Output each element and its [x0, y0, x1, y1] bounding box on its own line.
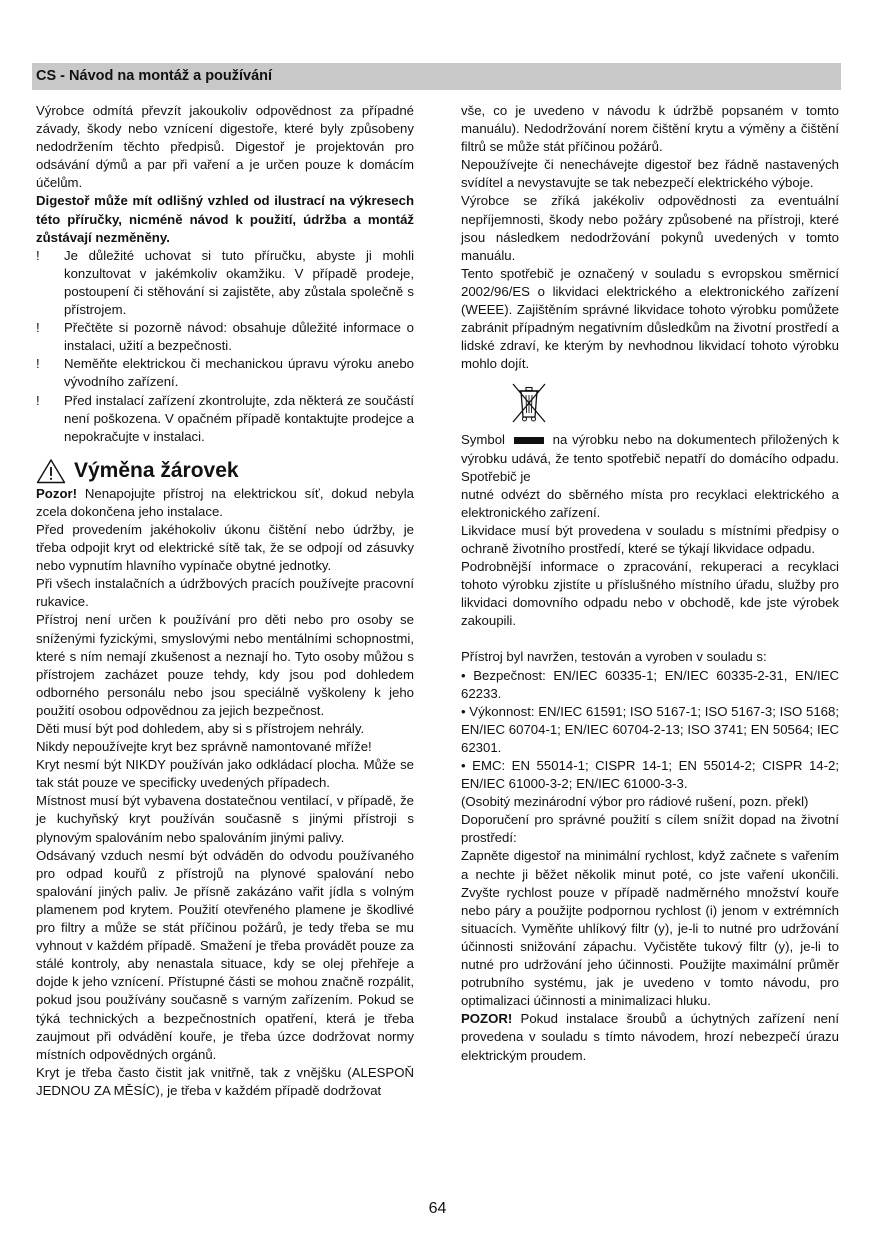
final-warning-label: POZOR! — [461, 1011, 513, 1027]
final-warning-text: Pokud instalace šroubů a úchytných zařízení není provedena v souladu s tímto návodem, hrozí nebezpečí úrazu elektrickým proudem. — [461, 1011, 839, 1063]
body-paragraph: Podrobnější informace o zpracování, rekuperaci a recyklaci tohoto výrobku zjistíte u příslušného místního úřadu, služby pro likvidaci domovního odpadu nebo v obchodě, kde jste výrobek zakoupili. — [461, 559, 839, 629]
body-paragraph: Nikdy nepoužívejte kryt bez správně namontované mříže! — [36, 739, 372, 755]
crossed-bin-icon — [509, 381, 549, 425]
bullet-mark: ! — [36, 356, 40, 372]
body-paragraph: Při všech instalačních a údržbových pracích používejte pracovní rukavice. — [36, 576, 414, 610]
warning-paragraph — [36, 485, 414, 521]
black-bar-symbol-icon — [514, 437, 544, 444]
left-column — [36, 102, 414, 1100]
body-paragraph: Výrobce se zříká jakékoliv odpovědnosti za eventuální nepříjemnosti, škody nebo požáry způsobené na přístroji, které jsou následkem nedodržování pokynů uvedených v tomto manuálu. — [461, 193, 839, 263]
bullet-text: Před instalací zařízení zkontrolujte, zda některá ze součástí není poškozena. V opačném případě kontaktujte prodejce a nepokračujte v instalaci. — [64, 392, 414, 444]
body-paragraph: Děti musí být pod dohledem, aby si s přístrojem nehrály. — [36, 721, 365, 736]
body-paragraph: Doporučení pro správné použití s cílem snížit dopad na životní prostředí: — [461, 812, 839, 846]
bullet-text: Neměňte elektrickou či mechanickou úpravu výroku anebo vývodního zařízení. — [64, 356, 414, 390]
bullet-mark: ! — [36, 392, 40, 408]
warning-text: Nenapojujte přístroj na elektrickou síť, dokud nebyla zcela dokončena jeho instalace. — [36, 485, 414, 519]
section-title: Výměna žárovek — [74, 458, 239, 482]
page-header — [32, 63, 841, 90]
bullet-mark: ! — [36, 320, 40, 336]
symbol-paragraph — [461, 431, 839, 485]
body-paragraph: Odsávaný vzduch nesmí být odváděn do odvodu používaného pro odpad kouřů z přístrojů na plynové spalování nebo spalování jiných paliv. Je přísně zakázáno vařit jídla s volným plamenem pod krytem. Použití otevřeného plamene je škodlivé pro filtry a může se stát příčinou požárů, je tedy třeba se mu vyhnout v každém případě. Smažení je třeba provádět pouze za stálé kontroly, aby nenastala situace, kdy se olej přehřeje a dojde k jeho vznícení. Přístupné části se mohou značně rozpálit, pokud jsou používány současně s varným zařízením. Pokud se týká technických a bezpečnostních opatření, která je třeba zaujmout při odvádění kouře, je třeba úzce dodržovat normy místních odpovědných orgánů. — [36, 847, 414, 1062]
intro-paragraph: Výrobce odmítá převzít jakoukoliv odpovědnost za případné závady, škody nebo vznícení digestoře, které byly způsobeny nedodržením těchto předpisů. Digestoř je projektován pro odsávání dýmů a par při vaření a je určen pouze k domácím účelům. — [36, 103, 414, 191]
bullet-item — [36, 247, 414, 319]
body-paragraph: Před provedením jakéhokoliv úkonu čištění nebo údržby, je třeba odpojit kryt od elektrické sítě tak, že se odpojí od zásuvky nebo vypnutím hlavního vypínače obytné jednotky. — [36, 521, 414, 574]
spacer — [461, 630, 839, 648]
right-column — [461, 102, 839, 1065]
body-paragraph: Tento spotřebič je označený v souladu s evropskou směrnicí 2002/96/ES o likvidaci elektrického a elektronického zařízení (WEEE). Zajištěním správné likvidace tohoto výrobku pomůžete zabránit případným negativním důsledkům na životní prostředí a lidské zdraví, ke kterým by nevhodnou likvidací tohoto výrobku mohlo dojít. — [461, 265, 839, 372]
body-paragraph: Kryt je třeba často čistit jak vnitřně, tak z vnějšku (ALESPOŇ JEDNOU ZA MĚSÍC), je třeba v každém případě dodržovat — [36, 1064, 414, 1098]
body-paragraph: Nepoužívejte či nenechávejte digestoř bez řádně nastavených svídítel a nevystavujte se tak nebezpečí elektrického výboje. — [461, 157, 839, 191]
body-paragraph: Kryt nesmí být NIKDY používán jako odkládací plocha. Může se tak stát pouze ve specificky uvedených případech. — [36, 757, 414, 791]
intro-bold-paragraph: Digestoř může mít odlišný vzhled od ilustrací na výkresech této příručky, nicméně návod k použití, údržba a montáž zůstávají nezměněny. — [36, 193, 414, 245]
body-paragraph: Přístroj není určen k používání pro děti nebo pro osoby se sníženými fyzickými, smyslovými nebo mentálními schopnostmi, které s ním nemají zkušenost a neznají ho. Tyto osoby můžou s přístrojem zacházet pouze tehdy, kdy jsou pod dohledem odborného personálu nebo jsou speciálně vyškoleny k jeho použití osobou odpovědnou za jejich bezpečnost. — [36, 612, 414, 718]
bullet-item — [36, 319, 414, 355]
body-paragraph: (Osobitý mezinárodní výbor pro rádiové rušení, pozn. překl) — [461, 794, 809, 810]
body-paragraph: vše, co je uvedeno v návodu k údržbě popsaném v tomto manuálu). Nedodržování norem čištění krytu a výměny a čištění filtrů se může stát příčinou požárů. — [461, 103, 839, 155]
body-paragraph: Místnost musí být vybavena dostatečnou ventilací, v případě, že je kuchyňský kryt používán současně s jinými přístroji s plynovým spalováním nebo spalováním jinými palivy. — [36, 793, 414, 845]
standards-item: • Bezpečnost: EN/IEC 60335-1; EN/IEC 60335-2-31, EN/IEC 62233. — [461, 667, 839, 701]
page-number: 64 — [428, 1200, 447, 1217]
standards-item: • EMC: EN 55014-1; CISPR 14-1; EN 55014-2; CISPR 14-2; EN/IEC 61000-3-2; EN/IEC 61000-3-3. — [461, 758, 839, 792]
final-warning — [461, 1010, 839, 1064]
body-paragraph: nutné odvézt do sběrného místa pro recyklaci elektrického a elektronického zařízení. — [461, 486, 839, 520]
bullet-mark: ! — [36, 247, 40, 263]
warning-label: Pozor! — [36, 485, 78, 501]
header-title: CS - Návod na montáž a používání — [36, 68, 273, 84]
bullet-text: Je důležité uchovat si tuto příručku, abyste ji mohli konzultovat v jakémkoliv okamžiku. V případě prodeje, postoupení či stěhování si zajistěte, aby zůstala společně s přístrojem. — [64, 247, 414, 318]
standards-item: • Výkonnost: EN/IEC 61591; ISO 5167-1; ISO 5167-3; ISO 5168; EN/IEC 60704-1; EN/IEC 60704-2-13; ISO 3741; EN 50564; IEC 62301. — [461, 703, 839, 755]
symbol-label: Symbol — [461, 432, 505, 448]
bullet-item — [36, 392, 414, 446]
warning-triangle-icon — [36, 458, 66, 484]
body-paragraph: Zapněte digestoř na minimální rychlost, když začnete s vařením a nechte ji běžet několik minut poté, co jste vaření ukončili. Zvyšte rychlost pouze v případě nadměrného množství kouře nebo páry a použijte podpornou rychlost (i) jenom v extrémních situacích. Vyměňte uhlíkový filtr (y), je-li to nutné pro udržování účinnosti snižování zápachu. Vyčistěte tukový filtr (y), je-li to nutné pro udržování jeho účinnosti. Použijte maximální průměr potrubního systému, jak je uvedeno v tomto návodu, pro optimalizaci účinnosti a minimalizaci hluku. — [461, 848, 839, 1009]
weee-symbol — [509, 381, 839, 425]
body-paragraph: Likvidace musí být provedena v souladu s místními předpisy o ochraně životního prostředí, které se týkají likvidace odpadu. — [461, 522, 839, 556]
symbol-text: na výrobku nebo na dokumentech přiložených k výrobku udává, že tento spotřebič nepatří do domácího odpadu. Spotřebič je — [461, 432, 839, 484]
body-paragraph: Přístroj byl navržen, testován a vyroben v souladu s: — [461, 649, 767, 665]
section-heading — [36, 457, 414, 485]
bullet-text: Přečtěte si pozorně návod: obsahuje důležité informace o instalaci, užití a bezpečnosti. — [64, 320, 414, 354]
bullet-item — [36, 355, 414, 391]
